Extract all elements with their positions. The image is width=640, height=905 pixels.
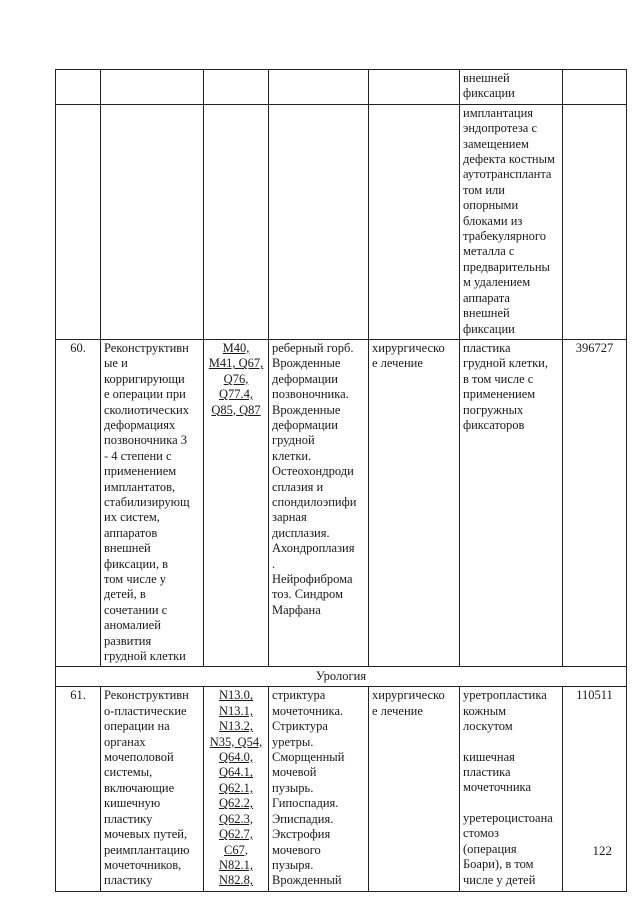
icd-code: N13.0, xyxy=(218,688,254,703)
icd-codes xyxy=(204,70,269,105)
treatment-method: внешней фиксации xyxy=(460,70,563,105)
icd-codes xyxy=(204,339,269,667)
section-title: Урология xyxy=(56,667,627,687)
table-row xyxy=(56,104,627,339)
treatment-type: хирургическо е лечение xyxy=(369,687,460,892)
procedures-table xyxy=(55,69,627,892)
table-row xyxy=(56,70,627,105)
table-row xyxy=(56,687,627,892)
icd-code: N82.1, xyxy=(218,857,254,872)
icd-codes xyxy=(204,104,269,339)
procedure-name xyxy=(101,70,204,105)
section-header-row xyxy=(56,667,627,687)
icd-code: Q62.1, xyxy=(218,780,254,795)
table-row xyxy=(56,339,627,667)
row-number: 60. xyxy=(56,339,101,667)
price xyxy=(563,70,627,105)
icd-code: N13.1, xyxy=(218,703,254,718)
procedure-name xyxy=(101,104,204,339)
patient-model: стриктура мочеточника. Стриктура уретры. Сморщенный мочевой пузырь. Гипоспадия. Эписпадия. Экстрофия мочевого пузыря. Врожденный xyxy=(269,687,369,892)
treatment-method: пластика грудной клетки, в том числе с применением погружных фиксаторов xyxy=(460,339,563,667)
treatment-method xyxy=(460,687,563,892)
method-gap xyxy=(463,735,559,750)
icd-code: N82.8, xyxy=(218,873,254,888)
method-part: кишечная пластика мочеточника xyxy=(463,749,531,795)
price: 396727 xyxy=(563,339,627,667)
icd-code: M41, Q67, xyxy=(208,356,264,371)
row-number: 61. xyxy=(56,687,101,892)
icd-code: Q64.0, xyxy=(218,750,254,765)
icd-code: N35, Q54, xyxy=(209,734,263,749)
icd-code: Q64.1, xyxy=(218,765,254,780)
method-gap xyxy=(463,796,559,811)
price: 110511 xyxy=(563,687,627,892)
icd-code: Q76, xyxy=(223,371,249,386)
icd-code: C67, xyxy=(224,842,248,857)
treatment-type xyxy=(369,104,460,339)
icd-code: Q62.2, xyxy=(218,796,254,811)
icd-code: Q77.4, xyxy=(218,387,254,402)
patient-model xyxy=(269,104,369,339)
page-number: 122 xyxy=(592,843,612,858)
row-number xyxy=(56,104,101,339)
method-part: уретероцистоана стомоз (операция Боари), в том числе у детей xyxy=(463,810,553,887)
icd-codes xyxy=(204,687,269,892)
patient-model: реберный горб. Врожденные деформации позвоночника. Врожденные деформации грудной клетки. Остеохондроди сплазия и спондилоэпифи зарная дисплазия. Ахондроплазия . Нейрофиброма тоз. Синдром Марфана xyxy=(269,339,369,667)
procedure-name: Реконструктивн ые и корригирующи е операции при сколиотических деформациях позвоночника 3 - 4 степени с применением имплантатов, стабилизирующ их систем, аппаратов внешней фиксации, в том числе у детей, в сочетании с аномалией развития грудной клетки xyxy=(101,339,204,667)
icd-code: M40, xyxy=(222,340,250,355)
patient-model xyxy=(269,70,369,105)
icd-code: Q62.3, xyxy=(218,811,254,826)
icd-code: Q62.7, xyxy=(218,827,254,842)
treatment-type xyxy=(369,70,460,105)
method-part: уретропластика кожным лоскутом xyxy=(463,688,547,734)
treatment-method: имплантация эндопротеза с замещением дефекта костным аутотрансплантa том или опорными блоками из трабекулярного металла с предварительны м удалением аппарата внешней фиксации xyxy=(460,104,563,339)
procedure-name: Реконструктивн о-пластические операции на органах мочеполовой системы, включающие кишечную пластику мочевых путей, реимплантацию мочеточников, пластику xyxy=(101,687,204,892)
icd-code: Q85, Q87 xyxy=(211,402,261,417)
treatment-type: хирургическо е лечение xyxy=(369,339,460,667)
price xyxy=(563,104,627,339)
row-number xyxy=(56,70,101,105)
icd-code: N13.2, xyxy=(218,719,254,734)
